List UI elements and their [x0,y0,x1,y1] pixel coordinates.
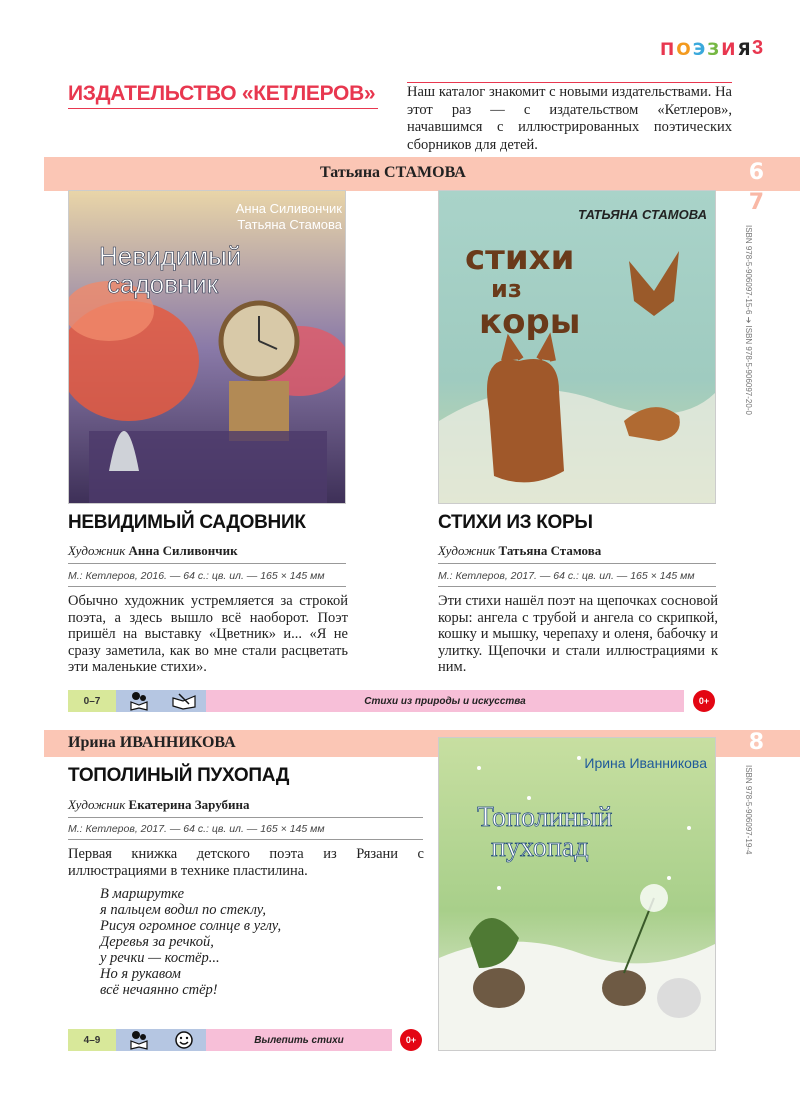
section-tag-poetry: ПОЭЗИЯ [660,40,753,60]
info-strip [68,690,684,712]
cover2-title-1: стихи [465,238,575,278]
poem-line: у речки — костёр... [100,950,220,966]
publisher-title: ИЗДАТЕЛЬСТВО «КЕТЛЕРОВ» [68,82,376,105]
cover2-title-2: из [491,275,522,303]
book-title: ТОПОЛИНЫЙ ПУХОПАД [68,765,290,786]
isbn-top: ISBN 978-5-906097-15-6 ➔ ISBN 978-5-906097-20-0 [744,225,753,415]
rule [68,563,346,564]
poem-line: В маршрутке [100,886,185,902]
item-number-8: 8 [748,730,764,755]
theme-label: Вылепить стихи [206,1029,392,1051]
theme-label: Стихи из природы и искусства [206,690,684,712]
publisher-rule [68,108,378,109]
intro-rule [407,82,732,83]
illustrator-name: Анна Силивончик [128,543,238,558]
smiley-icon [171,1030,197,1050]
publication-info: М.: Кетлеров, 2017. — 64 с.: цв. ил. — 165 × 145 мм [438,570,695,582]
age-range: 4–9 [68,1029,116,1051]
item-number-7: 7 [748,190,764,215]
item-number-6: 6 [748,160,764,185]
book-description: Эти стихи нашёл поэт на щепочках сосновой коры: ангела с трубой и ангела со скрипкой, кошку и мышку, черепаху и оленя, бабочку и улитку. Щепочки и стали иллюстрациями к ним. [438,593,718,675]
illustrator-label: Художник [68,797,126,812]
author-name: Ирина ИВАННИКОВА [68,734,236,751]
poem-line: Рисуя огромное солнце в углу, [100,918,282,934]
cover1-author-2: Татьяна Стамова [237,217,342,232]
rule [68,817,423,818]
isbn-bottom: ISBN 978-5-906097-19-4 [744,765,753,855]
illustrator-line [438,543,601,559]
cover3-title-1: Тополиный [477,802,613,833]
illustrator-label: Художник [68,543,126,558]
book-description: Первая книжка детского поэта из Рязани с иллюстрациями в технике пластилина. [68,846,424,879]
illustrator-name: Татьяна Стамова [498,543,602,558]
book-title: НЕВИДИМЫЙ САДОВНИК [68,512,306,533]
age-rating-badge: 0+ [400,1029,422,1051]
book-description: Обычно художник устремляется за строкой поэта, а здесь вышло всё наоборот. Поэт пришёл на выставку «Цветник» и... «Я не сразу заметила, как во мне стали расцветать эти маленькие стихи». [68,593,348,675]
cover1-author-1: Анна Силивончик [235,201,342,216]
poem-line: всё нечаянно стёр! [100,982,218,998]
illustrator-line [68,543,238,559]
publisher-intro: Наш каталог знакомит с новыми издательствами. На этот раз — с издательством «Кетлеров», начавшимся с иллюстрированных поэтических сборников для детей. [407,84,732,153]
cover-poplar-fluff [438,737,716,1051]
illustrator-name: Екатерина Зарубина [128,797,250,812]
publication-info: М.: Кетлеров, 2017. — 64 с.: цв. ил. — 165 × 145 мм [68,823,325,835]
info-strip [68,1029,392,1051]
illustrator-line [68,797,250,813]
rule [438,563,716,564]
age-rating-badge: 0+ [693,690,715,712]
rule [438,586,716,587]
cover1-title-2: садовник [107,269,219,299]
poem-excerpt [100,886,281,998]
reading-child-icon [126,1030,152,1050]
poem-line: Но я рукавом [100,966,181,982]
author-name: Татьяна СТАМОВА [320,164,466,181]
cover2-title-3: коры [479,302,581,342]
cover3-title-2: пухопад [491,832,589,863]
icon-group [116,1029,206,1051]
book-title: СТИХИ ИЗ КОРЫ [438,512,593,533]
reading-child-icon [126,691,152,711]
page-number: 3 [752,37,764,59]
author-band-stamova [44,157,800,191]
cover2-author: ТАТЬЯНА СТАМОВА [578,207,707,222]
rule [68,586,346,587]
cover3-author: Ирина Иванникова [584,755,707,771]
open-book-icon [171,691,197,711]
poem-line: Деревья за речкой, [100,934,214,950]
rule [68,839,423,840]
poem-line: я пальцем водил по стеклу, [100,902,267,918]
icon-group [116,690,206,712]
publication-info: М.: Кетлеров, 2016. — 64 с.: цв. ил. — 165 × 145 мм [68,570,325,582]
cover1-title-1: Невидимый [99,241,242,271]
illustrator-label: Художник [438,543,496,558]
cover-invisible-gardener [68,190,346,504]
age-range: 0–7 [68,690,116,712]
cover-bark-poems [438,190,716,504]
